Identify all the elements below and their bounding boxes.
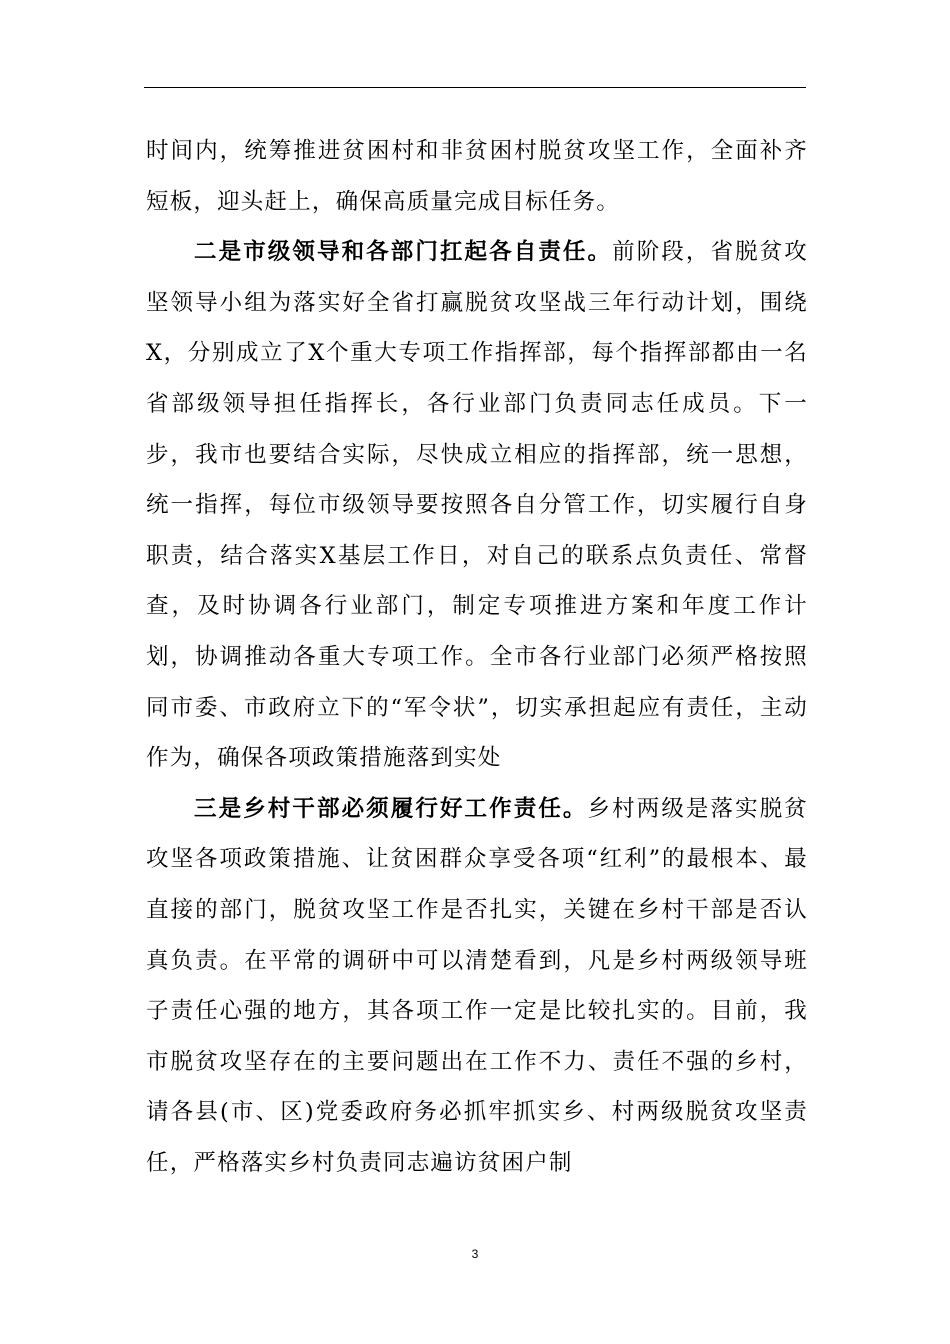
paragraph-village-cadres xyxy=(146,784,808,1189)
paragraph-text: 时间内，统筹推进贫困村和非贫困村脱贫攻坚工作，全面补齐短板，迎头赶上，确保高质量完成目标任务。 xyxy=(146,138,808,215)
paragraph-continued xyxy=(146,126,808,227)
paragraph-text: 乡村两级是落实脱贫攻坚各项政策措施、让贫困群众享受各项“红利”的最根本、最直接的部门，脱贫攻坚工作是否扎实，关键在乡村干部是否认真负责。在平常的调研中可以清楚看到，凡是乡村两级领导班子责任心强的地方，其各项工作一定是比较扎实的。目前，我市脱贫攻坚存在的主要问题出在工作不力、责任不强的乡村，请各县(市、区)党委政府务必抓牢抓实乡、村两级脱贫攻坚责任，严格落实乡村负责同志遍访贫困户制 xyxy=(146,795,808,1176)
page-number: 3 xyxy=(471,1247,479,1261)
paragraph-text: 前阶段，省脱贫攻坚领导小组为落实好全省打赢脱贫攻坚战三年行动计划，围绕X，分别成立了X个重大专项工作指挥部，每个指挥部都由一名省部级领导担任指挥长，各行业部门负责同志任成员。下一步，我市也要结合实际，尽快成立相应的指挥部，统一思想，统一指挥，每位市级领导要按照各自分管工作，切实履行自身职责，结合落实X基层工作日，对自己的联系点负责任、常督查，及时协调各行业部门，制定专项推进方案和年度工作计划，协调推动各重大专项工作。全市各行业部门必须严格按照同市委、市政府立下的“军令状”，切实承担起应有责任，主动作为，确保各项政策措施落到实处 xyxy=(146,239,808,772)
header-rule xyxy=(144,87,806,88)
paragraph-city-leaders xyxy=(146,227,808,784)
paragraph-lead: 三是乡村干部必须履行好工作责任。 xyxy=(194,795,588,822)
page-body xyxy=(146,126,808,1188)
paragraph-lead: 二是市级领导和各部门扛起各自责任。 xyxy=(194,239,613,266)
